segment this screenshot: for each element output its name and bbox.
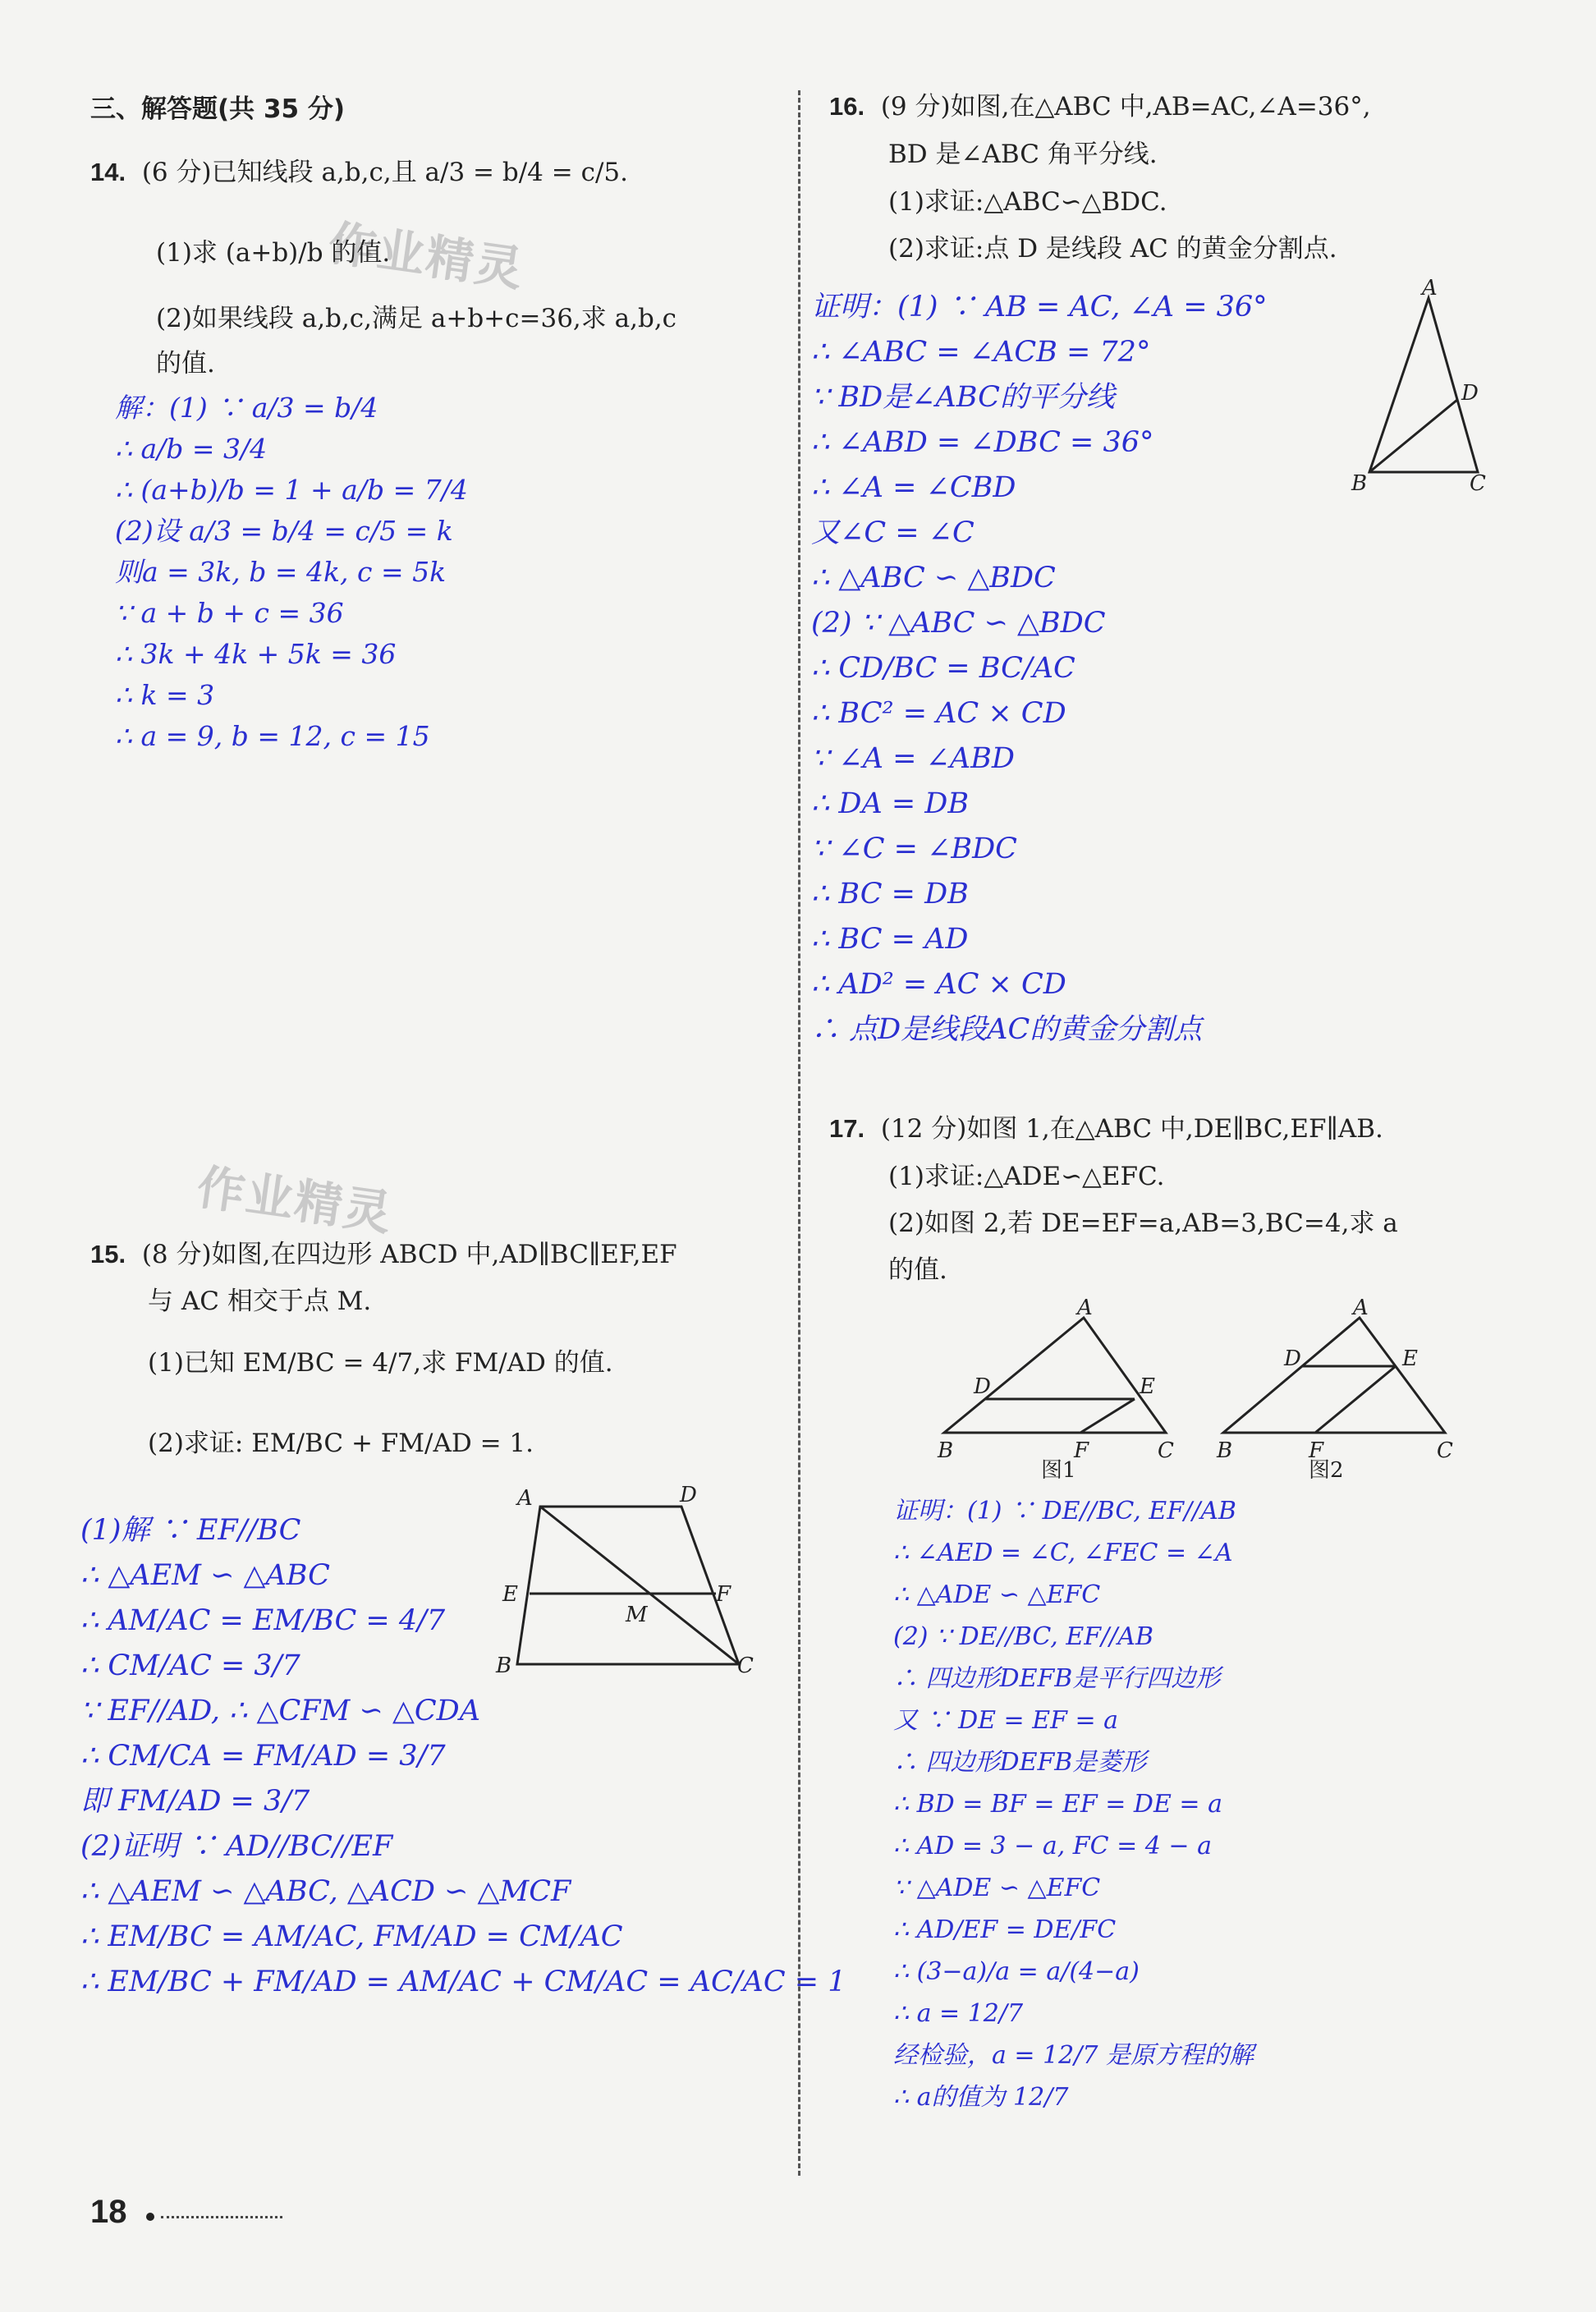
solution-line: ∵ a + b + c = 36 (115, 597, 344, 629)
q16-part2: (2)求证:点 D 是线段 AC 的黄金分割点. (888, 234, 1337, 264)
q16-stem: 16. (9 分)如图,在△ABC 中,AB=AC,∠A=36°, (829, 92, 1371, 122)
solution-line: ∴ 3k + 4k + 5k = 36 (115, 638, 397, 670)
solution-line: 证明：(1) ∵ DE//BC, EF//AB (893, 1497, 1236, 1525)
solution-line: ∴ 四边形DEFB是平行四边形 (893, 1664, 1221, 1693)
label-E: E (1402, 1346, 1418, 1371)
solution-line: ∴ CD/BC = BC/AC (811, 652, 1075, 685)
q17-solution (893, 1490, 1254, 2118)
footer-rule (161, 2216, 282, 2218)
solution-line: ∴ a = 12/7 (893, 1999, 1024, 2028)
watermark: 作业精灵 (193, 1158, 397, 1242)
solution-line: 又∠C = ∠C (811, 516, 975, 549)
watermark: 作业精灵 (324, 214, 528, 298)
q15-stem: 15. (8 分)如图,在四边形 ABCD 中,AD∥BC∥EF,EF (90, 1240, 677, 1269)
solution-line: ∴ a = 9, b = 12, c = 15 (115, 720, 430, 752)
solution-line: ∵ ∠A = ∠ABD (811, 742, 1015, 775)
solution-line: ∴ AD² = AC × CD (811, 968, 1066, 1001)
q15-part2: (2)求证: EM/BC + FM/AD = 1. (148, 1429, 534, 1458)
q15-stem-cont: 与 AC 相交于点 M. (148, 1287, 372, 1316)
solution-line: ∴ 点D是线段AC的黄金分割点 (811, 1013, 1203, 1046)
q14-stem: 14. (6 分)已知线段 a,b,c,且 a/3 = b/4 = c/5. (90, 158, 628, 187)
solution-line: ∴ BC = DB (811, 878, 969, 911)
solution-line: 则a = 3k, b = 4k, c = 5k (115, 556, 447, 588)
label-F: F (1309, 1438, 1324, 1463)
solution-line: ∴ △AEM ∽ △ABC, △ACD ∽ △MCF (80, 1875, 571, 1908)
solution-line: ∴ EM/BC = AM/AC, FM/AD = CM/AC (80, 1920, 623, 1953)
solution-line: ∴ k = 3 (115, 679, 215, 711)
q16-part1: (1)求证:△ABC∽△BDC. (888, 187, 1167, 217)
q14-part1: (1)求 (a+b)/b 的值. (156, 238, 391, 268)
q17-part2: (2)如图 2,若 DE=EF=a,AB=3,BC=4,求 a (888, 1209, 1398, 1238)
label-B: B (1217, 1438, 1233, 1463)
solution-line: ∵ EF//AD, ∴ △CFM ∽ △CDA (80, 1695, 480, 1727)
q16-stem-cont: BD 是∠ABC 角平分线. (888, 140, 1158, 169)
q14-part2: (2)如果线段 a,b,c,满足 a+b+c=36,求 a,b,c (156, 304, 677, 333)
label-A: A (517, 1486, 533, 1511)
solution-line: ∴ AD/EF = DE/FC (893, 1915, 1117, 1944)
label-C: C (737, 1654, 754, 1678)
q15-part1: (1)已知 EM/BC = 4/7,求 FM/AD 的值. (148, 1348, 613, 1378)
label-E: E (502, 1582, 518, 1607)
q17-figure-2 (1199, 1293, 1470, 1490)
solution-line: ∴ (a+b)/b = 1 + a/b = 7/4 (115, 474, 468, 506)
label-M: M (626, 1603, 648, 1627)
label-D: D (680, 1483, 697, 1507)
solution-line: (2) ∵ △ABC ∽ △BDC (811, 607, 1106, 640)
figure-caption: 图1 (1041, 1458, 1076, 1483)
solution-line: 经检验，a = 12/7 是原方程的解 (893, 2041, 1254, 2070)
label-C: C (1437, 1438, 1453, 1463)
solution-line: ∵ BD是∠ABC的平分线 (811, 381, 1115, 414)
label-C: C (1470, 471, 1486, 496)
solution-line: 又 ∵ DE = EF = a (893, 1706, 1119, 1735)
footer-dot (146, 2213, 154, 2221)
solution-line: ∴ ∠AED = ∠C, ∠FEC = ∠A (893, 1539, 1233, 1567)
solution-line: ∴ a/b = 3/4 (115, 433, 268, 465)
solution-line: ∴ CM/AC = 3/7 (80, 1649, 300, 1682)
q16-figure (1346, 275, 1511, 505)
solution-line: ∴ DA = DB (811, 787, 970, 820)
solution-line: (2)证明 ∵ AD//BC//EF (80, 1830, 393, 1863)
solution-line: ∴ △ABC ∽ △BDC (811, 562, 1056, 594)
label-E: E (1140, 1374, 1155, 1399)
label-F: F (1074, 1438, 1089, 1463)
label-C: C (1158, 1438, 1174, 1463)
solution-line: (1)解 ∵ EF//BC (80, 1514, 301, 1547)
q15-solution (80, 1508, 846, 2005)
page-number: 18 (90, 2194, 127, 2230)
label-F: F (716, 1582, 732, 1607)
solution-line: ∴ ∠ABD = ∠DBC = 36° (811, 426, 1154, 459)
label-D: D (1284, 1346, 1301, 1371)
q14-solution (115, 388, 468, 757)
q14-part2-cont: 的值. (156, 349, 215, 378)
label-D: D (974, 1374, 991, 1399)
q17-part2-cont: 的值. (888, 1255, 947, 1285)
q17-part1: (1)求证:△ADE∽△EFC. (888, 1162, 1165, 1191)
solution-line: ∴ △ADE ∽ △EFC (893, 1580, 1101, 1609)
label-A: A (1077, 1296, 1093, 1320)
label-B: B (938, 1438, 954, 1463)
solution-line: ∴ ∠ABC = ∠ACB = 72° (811, 336, 1151, 369)
solution-line: 证明：(1) ∵ AB = AC, ∠A = 36° (811, 291, 1268, 323)
label-A: A (1353, 1296, 1369, 1320)
solution-line: ∴ △AEM ∽ △ABC (80, 1559, 330, 1592)
solution-line: ∴ BC = AD (811, 923, 969, 956)
q16-solution (811, 285, 1268, 1053)
solution-line: ∴ AD = 3 − a, FC = 4 − a (893, 1832, 1212, 1860)
q17-stem: 17. (12 分)如图 1,在△ABC 中,DE∥BC,EF∥AB. (829, 1114, 1383, 1144)
solution-line: ∵ △ADE ∽ △EFC (893, 1874, 1101, 1902)
solution-line: ∴ (3−a)/a = a/(4−a) (893, 1957, 1140, 1986)
solution-line: 解：(1) ∵ a/3 = b/4 (115, 392, 378, 424)
q17-figure-1 (920, 1293, 1182, 1490)
solution-line: (2) ∵ DE//BC, EF//AB (893, 1622, 1154, 1651)
solution-line: 即 FM/AD = 3/7 (80, 1785, 310, 1818)
solution-line: (2)设 a/3 = b/4 = c/5 = k (115, 515, 453, 547)
label-D: D (1461, 381, 1479, 406)
solution-line: ∴ ∠A = ∠CBD (811, 471, 1016, 504)
solution-line: ∴ a的值为 12/7 (893, 2083, 1069, 2112)
solution-line: ∴ CM/CA = FM/AD = 3/7 (80, 1740, 446, 1773)
label-B: B (1351, 471, 1368, 496)
solution-line: ∴ BC² = AC × CD (811, 697, 1066, 730)
label-A: A (1422, 276, 1438, 300)
solution-line: ∴ BD = BF = EF = DE = a (893, 1790, 1222, 1819)
solution-line: ∴ EM/BC + FM/AD = AM/AC + CM/AC = AC/AC = 1 (80, 1966, 846, 1998)
solution-line: ∴ 四边形DEFB是菱形 (893, 1748, 1147, 1777)
section-title: 三、解答题(共 35 分) (90, 94, 346, 124)
label-B: B (496, 1654, 512, 1678)
solution-line: ∴ AM/AC = EM/BC = 4/7 (80, 1604, 446, 1637)
figure-caption: 图2 (1309, 1458, 1344, 1483)
solution-line: ∵ ∠C = ∠BDC (811, 833, 1017, 865)
